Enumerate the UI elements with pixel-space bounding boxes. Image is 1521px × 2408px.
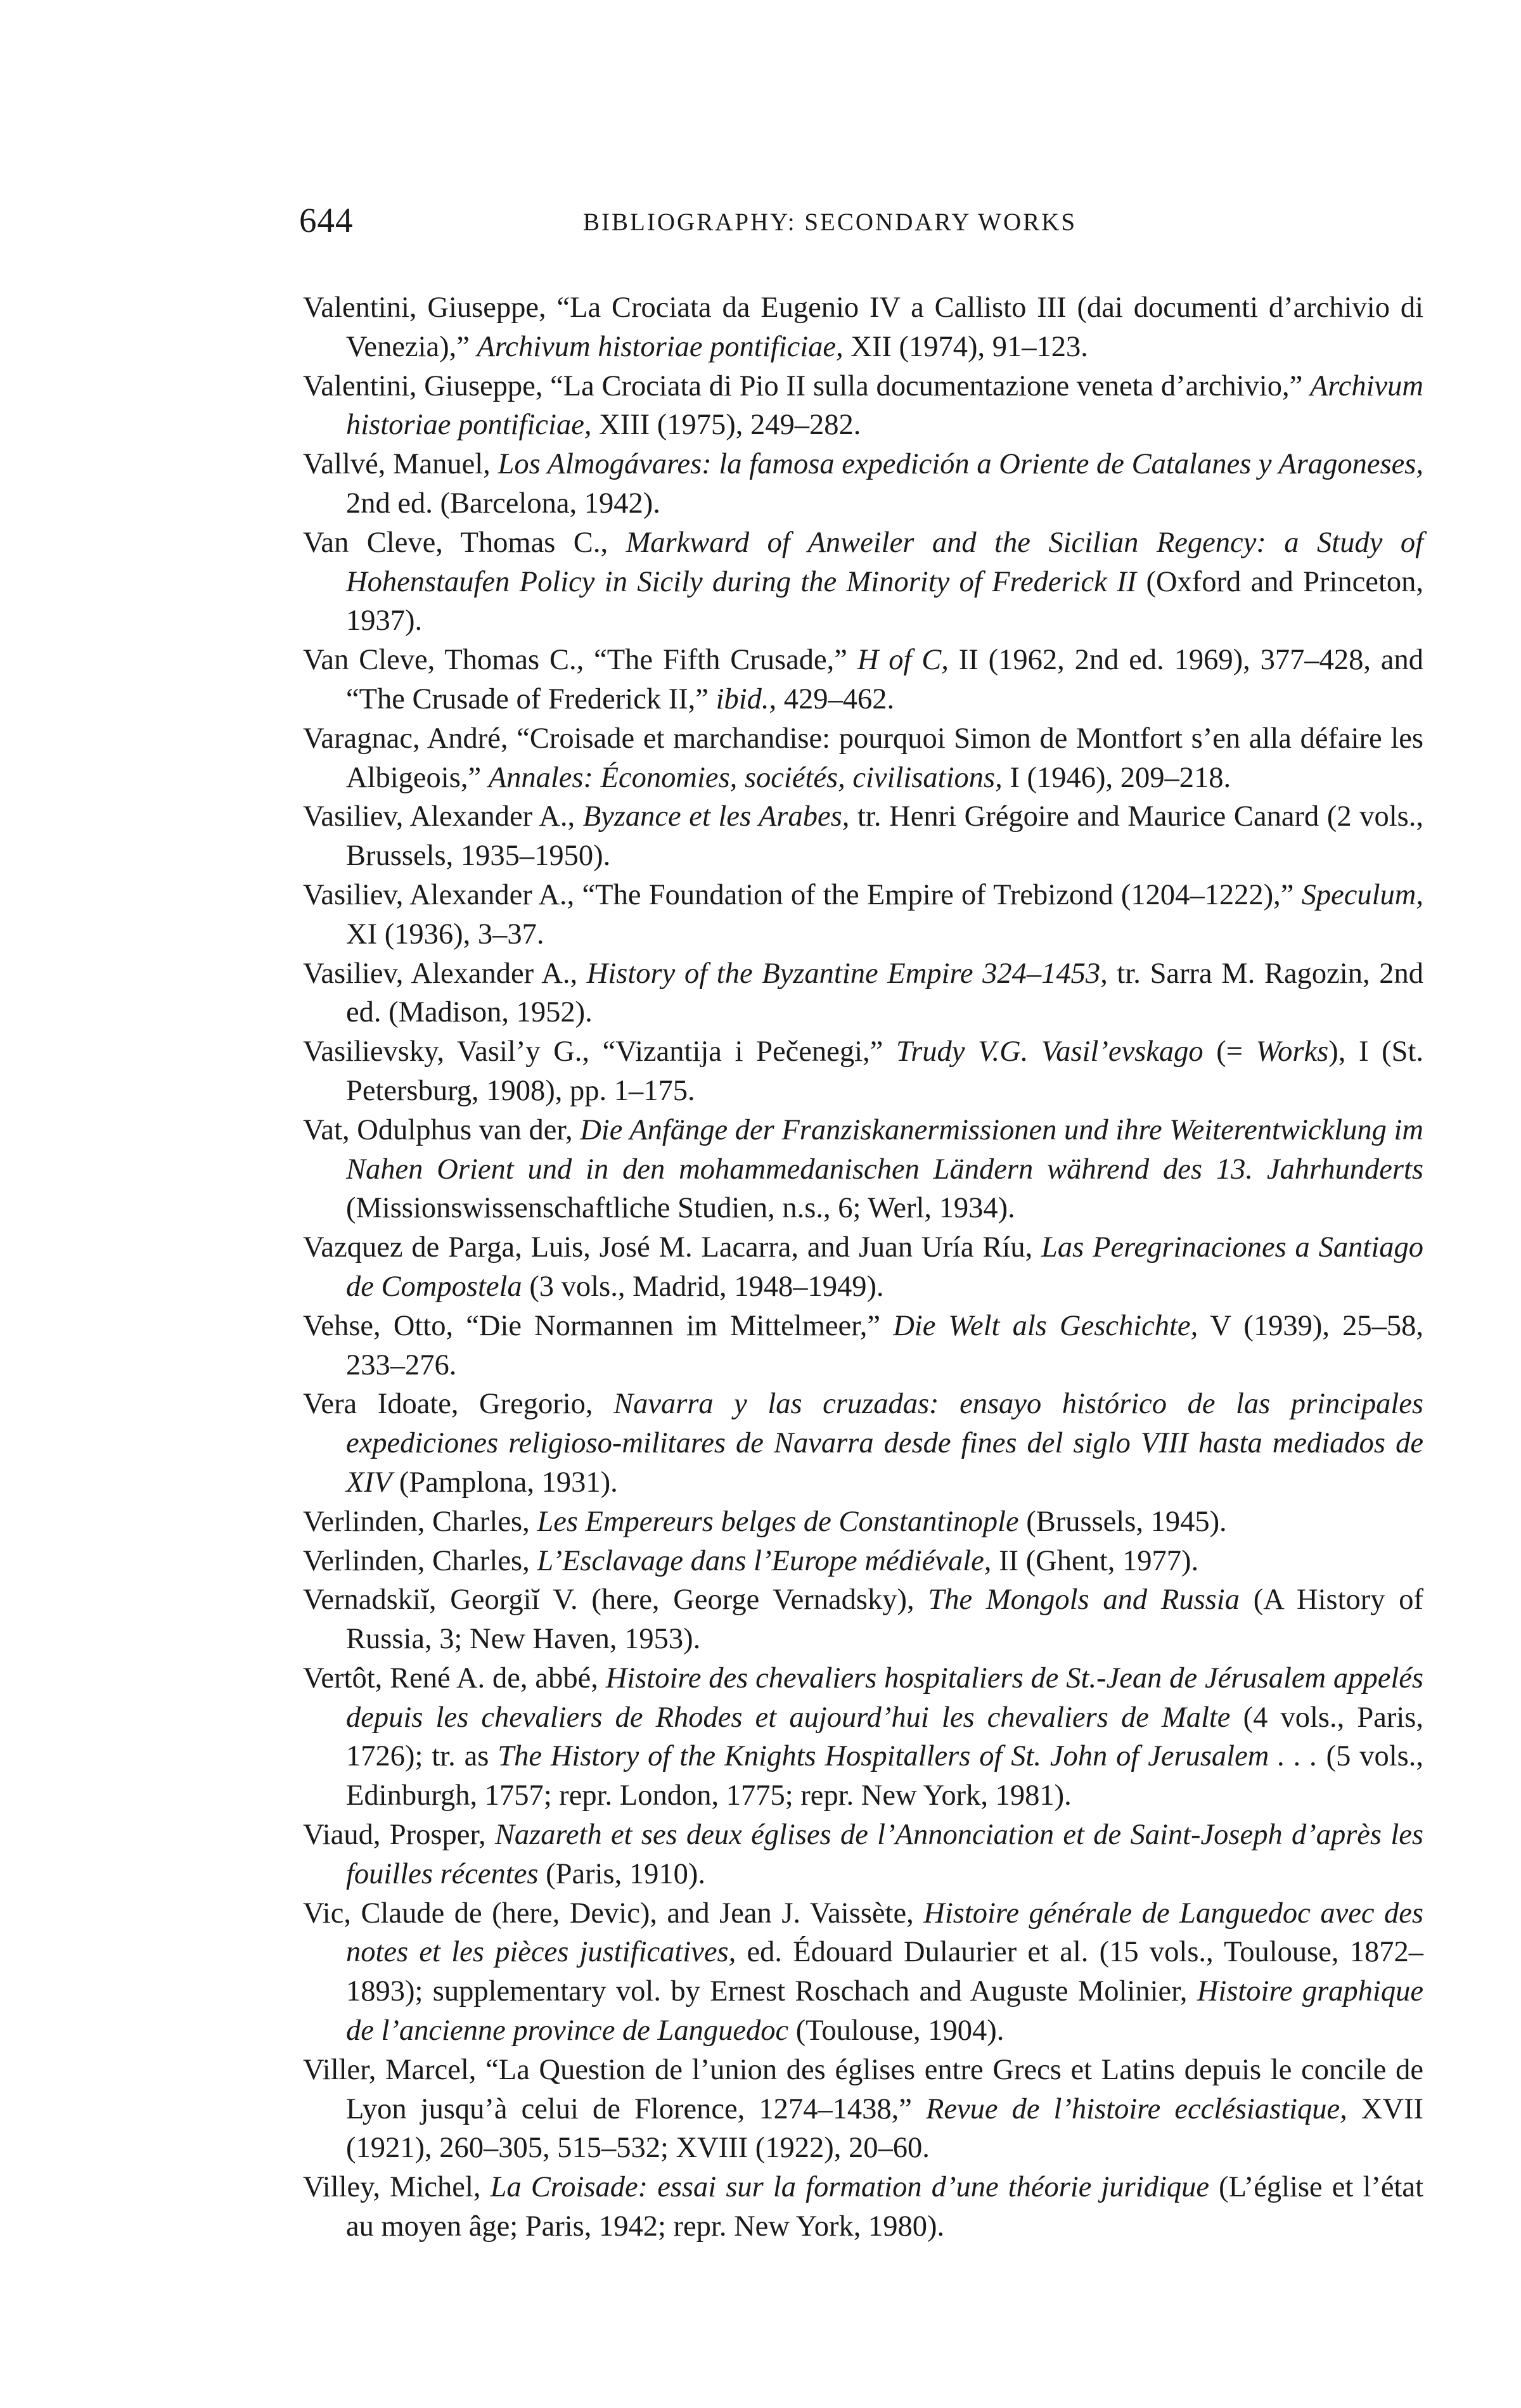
- bibliography-entry: [303, 445, 1423, 523]
- entry-text: (4 vols., Paris, 1726); tr. as: [346, 1701, 1424, 1773]
- entry-text: (Pamplona, 1931).: [392, 1466, 618, 1499]
- entry-text: Vera Idoate, Gregorio,: [303, 1388, 614, 1421]
- entry-title-italic: Annales: Économies, sociétés, civilisations,: [488, 761, 1003, 794]
- entry-text: 2nd ed. (Barcelona, 1942).: [346, 487, 660, 520]
- entry-title-italic: Die Welt als Geschichte,: [893, 1309, 1198, 1342]
- entry-text: Vallvé, Manuel,: [303, 448, 498, 481]
- entry-text: Vat, Odulphus van der,: [303, 1113, 581, 1146]
- bibliography-entry: [303, 1111, 1423, 1228]
- bibliography-entry: [303, 523, 1423, 641]
- entry-text: Vehse, Otto, “Die Normannen im Mittelmeer,”: [303, 1309, 894, 1342]
- entry-text: ), I (St. Petersburg, 1908), pp. 1–175.: [346, 1035, 1423, 1107]
- entry-title-italic: La Croisade: essai sur la formation d’une théorie juridique: [490, 2171, 1210, 2204]
- entry-title-italic: Los Almogávares: la famosa expedición a Oriente de Catalanes y Aragoneses,: [497, 448, 1423, 481]
- page-number: 644: [299, 201, 354, 240]
- entry-text: 429–462.: [776, 682, 895, 715]
- entry-text: II (1962, 2nd ed. 1969), 377–428, and “The Crusade of Frederick II,”: [346, 644, 1423, 715]
- entry-text: (5 vols., Edinburgh, 1757; repr. London, 1775; repr. New York, 1981).: [346, 1740, 1424, 1812]
- entry-title-italic: The Mongols and Russia: [928, 1584, 1240, 1617]
- entry-text: I (1946), 209–218.: [1002, 761, 1231, 794]
- bibliography-entry: [303, 1659, 1423, 1816]
- bibliography-entry: [303, 954, 1423, 1033]
- entry-title-italic: History of the Byzantine Empire 324–1453,: [586, 957, 1108, 990]
- entry-title-italic: ibid.,: [716, 682, 777, 715]
- bibliography-entry: [303, 367, 1423, 445]
- entry-title-italic: The History of the Knights Hospitallers of St. John of Jerusalem . . .: [497, 1740, 1318, 1773]
- entry-text: Vernadskiĭ, Georgiĭ V. (here, George Vernadsky),: [303, 1584, 928, 1617]
- entry-text: Valentini, Giuseppe, “La Crociata da Eugenio IV a Callisto III (dai documenti d’archivio di Venezia),”: [303, 291, 1423, 363]
- entry-text: tr. Henri Grégoire and Maurice Canard (2 vols., Brussels, 1935–1950).: [346, 800, 1424, 873]
- entry-title-italic: Histoire générale de Languedoc avec des notes et les pièces justificatives,: [346, 1897, 1423, 1969]
- entry-text: Vasiliev, Alexander A.,: [303, 957, 587, 990]
- entry-title-italic: Revue de l’histoire ecclésiastique,: [925, 2092, 1347, 2125]
- bibliography-entry: [303, 1307, 1423, 1385]
- bibliography-entry: [303, 1816, 1423, 1894]
- entry-text: Vertôt, René A. de, abbé,: [303, 1662, 606, 1694]
- entry-text: Verlinden, Charles,: [303, 1544, 537, 1577]
- entry-text: Vazquez de Parga, Luis, José M. Lacarra, and Juan Uría Ríu,: [303, 1231, 1042, 1264]
- bibliography-entry: [303, 1502, 1423, 1542]
- entry-text: ed. Édouard Dulaurier et al. (15 vols., Toulouse, 1872–1893); supplementary vol. by Ernest Roschach and Auguste Molinier,: [346, 1936, 1424, 2008]
- entry-text: Van Cleve, Thomas C.,: [303, 526, 626, 559]
- entry-title-italic: Nazareth et ses deux églises de l’Annonciation et de Saint-Joseph d’après les fouilles récentes: [346, 1819, 1423, 1890]
- bibliography-entry: [303, 1385, 1423, 1502]
- entry-text: (Toulouse, 1904).: [788, 2014, 1004, 2047]
- entry-text: Vasilievsky, Vasil’y G., “Vizantija i Pečenegi,”: [303, 1035, 896, 1068]
- entry-title-italic: Las Peregrinaciones a Santiago de Compostela: [346, 1231, 1423, 1303]
- entry-title-italic: H of C,: [857, 644, 949, 677]
- running-title: BIBLIOGRAPHY: SECONDARY WORKS: [583, 208, 1077, 236]
- entry-text: Vasiliev, Alexander A., “The Foundation of the Empire of Trebizond (1204–1222),”: [303, 878, 1302, 911]
- entry-text: Van Cleve, Thomas C., “The Fifth Crusade,”: [303, 644, 857, 677]
- entry-text: Valentini, Giuseppe, “La Crociata di Pio II sulla documentazione veneta d’archivio,”: [303, 369, 1310, 402]
- entry-text: II (Ghent, 1977).: [991, 1544, 1199, 1577]
- entry-text: (A History of Russia, 3; New Haven, 1953).: [346, 1584, 1423, 1656]
- entry-text: Vasiliev, Alexander A.,: [303, 800, 583, 833]
- entry-text: Viaud, Prosper,: [303, 1819, 495, 1852]
- entry-text: (3 vols., Madrid, 1948–1949).: [522, 1270, 884, 1303]
- bibliography-entry: [303, 876, 1423, 954]
- entry-title-italic: Speculum,: [1301, 878, 1423, 911]
- entry-title-italic: Archivum historiae pontificiae,: [477, 330, 844, 363]
- bibliography-entry: [303, 1032, 1423, 1111]
- entry-text: Villey, Michel,: [303, 2171, 491, 2204]
- bibliography-entry: [303, 1894, 1423, 2051]
- entry-title-italic: Histoire des chevaliers hospitaliers de St.-Jean de Jérusalem appelés depuis les chevaliers de Rhodes et aujourd’hui les chevaliers de Malte: [346, 1662, 1423, 1734]
- entry-title-italic: Die Anfänge der Franziskanermissionen und ihre Weiterentwicklung im Nahen Orient und in den mohammedanischen Ländern während des 13. Jahrhunderts: [346, 1113, 1423, 1186]
- bibliography-list: [303, 288, 1424, 2243]
- entry-text: XVII (1921), 260–305, 515–532; XVIII (1922), 20–60.: [346, 2092, 1423, 2165]
- entry-title-italic: Histoire graphique de l’ancienne province de Languedoc: [346, 1975, 1423, 2047]
- entry-text: (Missionswissenschaftliche Studien, n.s., 6; Werl, 1934).: [346, 1192, 1015, 1225]
- entry-title-italic: Navarra y las cruzadas: ensayo histórico de las principales expediciones religioso-militares de Navarra desde fines del siglo VIII hasta mediados de XIV: [346, 1388, 1423, 1499]
- bibliography-entry: [303, 1228, 1423, 1307]
- entry-text: XIII (1975), 249–282.: [591, 409, 861, 442]
- bibliography-entry: [303, 288, 1423, 367]
- entry-text: Vic, Claude de (here, Devic), and Jean J. Vaissète,: [303, 1897, 924, 1930]
- entry-text: Viller, Marcel, “La Question de l’union des églises entre Grecs et Latins depuis le concile de Lyon jusqu’à celui de Florence, 1274–1438,”: [303, 2053, 1423, 2125]
- entry-title-italic: Works: [1255, 1035, 1329, 1068]
- entry-text: Verlinden, Charles,: [303, 1505, 537, 1538]
- entry-text: (Brussels, 1945).: [1018, 1505, 1227, 1538]
- entry-text: V (1939), 25–58, 233–276.: [346, 1309, 1424, 1381]
- entry-text: (Oxford and Princeton, 1937).: [346, 565, 1423, 637]
- bibliography-entry: [303, 1580, 1423, 1659]
- bibliography-entry: [303, 797, 1423, 876]
- bibliography-entry: [303, 1542, 1423, 1581]
- entry-title-italic: Markward of Anweiler and the Sicilian Regency: a Study of Hohenstaufen Policy in Sicily during the Minority of Frederick II: [346, 526, 1423, 598]
- entry-text: (L’église et l’état au moyen âge; Paris, 1942; repr. New York, 1980).: [346, 2171, 1423, 2243]
- entry-text: (Paris, 1910).: [538, 1857, 705, 1890]
- bibliography-entry: [303, 719, 1423, 798]
- entry-text: tr. Sarra M. Ragozin, 2nd ed. (Madison, 1952).: [346, 957, 1423, 1029]
- entry-title-italic: Archivum historiae pontificiae,: [346, 369, 1423, 442]
- entry-title-italic: Byzance et les Arabes,: [582, 800, 850, 833]
- bibliography-entry: [303, 2168, 1423, 2246]
- entry-title-italic: Trudy V.G. Vasil’evskago: [895, 1035, 1203, 1068]
- bibliography-entry: [303, 2051, 1423, 2168]
- entry-text: XI (1936), 3–37.: [346, 918, 544, 951]
- entry-text: Varagnac, André, “Croisade et marchandise: pourquoi Simon de Montfort s’en alla défaire les Albigeois,”: [303, 722, 1423, 794]
- running-head: [299, 202, 1427, 240]
- entry-title-italic: L’Esclavage dans l’Europe médiévale,: [537, 1544, 992, 1577]
- entry-text: XII (1974), 91–123.: [843, 330, 1088, 363]
- bibliography-entry: [303, 641, 1423, 719]
- entry-text: (=: [1203, 1035, 1256, 1068]
- entry-title-italic: Les Empereurs belges de Constantinople: [537, 1505, 1019, 1538]
